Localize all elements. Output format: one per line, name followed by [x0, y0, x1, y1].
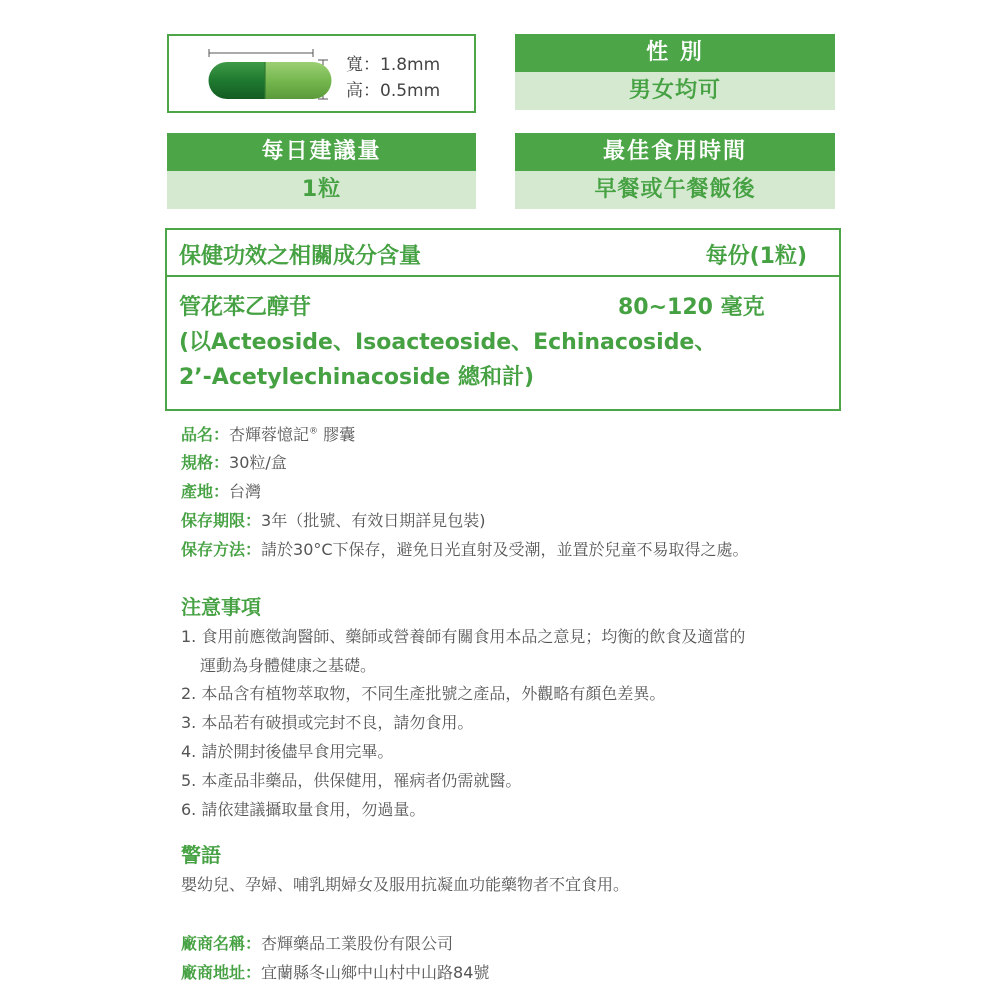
notice-item-4: 4. 請於開封後儘早食用完畢。	[181, 742, 394, 761]
width-label: 寬：	[346, 55, 380, 75]
width-value: 1.8mm	[380, 55, 441, 75]
ingredient-note-line1: (以Acteoside、Isoacteoside、Echinacoside、	[179, 330, 717, 355]
ingredient-header-serving: 每份(1粒)	[705, 244, 807, 269]
manufacturer-address-label: 廠商地址：	[181, 963, 262, 982]
ingredient-header	[167, 230, 839, 277]
shelf-life-row	[181, 508, 485, 531]
notice-item-1-line1: 1. 食用前應徵詢醫師、藥師或營養師有關食用本品之意見；均衡的飲食及適當的	[181, 627, 746, 646]
manufacturer-address-value: 宜蘭縣冬山鄉中山村中山路84號	[261, 963, 490, 982]
storage-value: 請於30°C下保存，避免日光直射及受潮，並置於兒童不易取得之處。	[261, 540, 749, 559]
capsule-illustration	[195, 42, 340, 106]
product-name-row	[181, 422, 355, 445]
best-time-value: 早餐或午餐飯後	[515, 171, 835, 209]
product-name-suffix: 膠囊	[318, 425, 356, 444]
registered-mark: ®	[309, 426, 319, 437]
manufacturer-name-row	[181, 931, 453, 954]
manufacturer-name-value: 杏輝藥品工業股份有限公司	[261, 934, 454, 953]
origin-label: 產地：	[181, 482, 230, 501]
storage-row	[181, 537, 749, 560]
notice-item-2: 2. 本品含有植物萃取物，不同生產批號之產品，外觀略有顏色差異。	[181, 684, 666, 703]
notice-item-6: 6. 請依建議攝取量食用，勿過量。	[181, 800, 426, 819]
notice-item-1-line2: 運動為身體健康之基礎。	[200, 656, 377, 675]
capsule-width	[346, 50, 440, 75]
notice-item-5: 5. 本產品非藥品，供保健用，罹病者仍需就醫。	[181, 771, 522, 790]
ingredient-amount: 80~120 毫克	[618, 295, 765, 320]
best-time-block	[515, 133, 835, 209]
capsule-light-half	[263, 62, 332, 99]
best-time-title: 最佳食用時間	[515, 133, 835, 171]
daily-dose-block	[167, 133, 476, 209]
warning-title: 警語	[181, 843, 221, 867]
warning-text: 嬰幼兒、孕婦、哺乳期婦女及服用抗凝血功能藥物者不宜食用。	[181, 875, 630, 894]
spec-label: 規格：	[181, 453, 230, 472]
ingredient-header-title: 保健功效之相關成分含量	[179, 244, 422, 269]
shelf-life-value: 3年（批號、有效日期詳見包裝)	[261, 511, 486, 530]
daily-dose-title: 每日建議量	[167, 133, 476, 171]
spec-row	[181, 450, 287, 473]
ingredient-name: 管花苯乙醇苷	[179, 295, 312, 320]
height-label: 高：	[346, 81, 380, 101]
notice-item-3: 3. 本品若有破損或完封不良，請勿食用。	[181, 713, 474, 732]
gender-value: 男女均可	[515, 72, 835, 110]
manufacturer-name-label: 廠商名稱：	[181, 934, 262, 953]
ingredient-note-line2: 2’-Acetylechinacoside 總和計)	[179, 365, 535, 390]
capsule-dark-half	[209, 62, 266, 99]
origin-row	[181, 479, 261, 502]
daily-dose-value: 1粒	[167, 171, 476, 209]
gender-block	[515, 34, 835, 110]
manufacturer-address-row	[181, 960, 489, 983]
product-name-value: 杏輝蓉憶記	[229, 425, 310, 444]
spec-value: 30粒/盒	[229, 453, 287, 472]
notice-title: 注意事項	[181, 595, 261, 619]
capsule-size-box	[167, 34, 476, 113]
ingredient-table	[165, 228, 841, 411]
origin-value: 台灣	[229, 482, 262, 501]
height-value: 0.5mm	[380, 81, 441, 101]
shelf-life-label: 保存期限：	[181, 511, 262, 530]
product-name-label: 品名：	[181, 425, 230, 444]
gender-title: 性 別	[515, 34, 835, 72]
storage-label: 保存方法：	[181, 540, 262, 559]
capsule-height	[346, 76, 440, 101]
